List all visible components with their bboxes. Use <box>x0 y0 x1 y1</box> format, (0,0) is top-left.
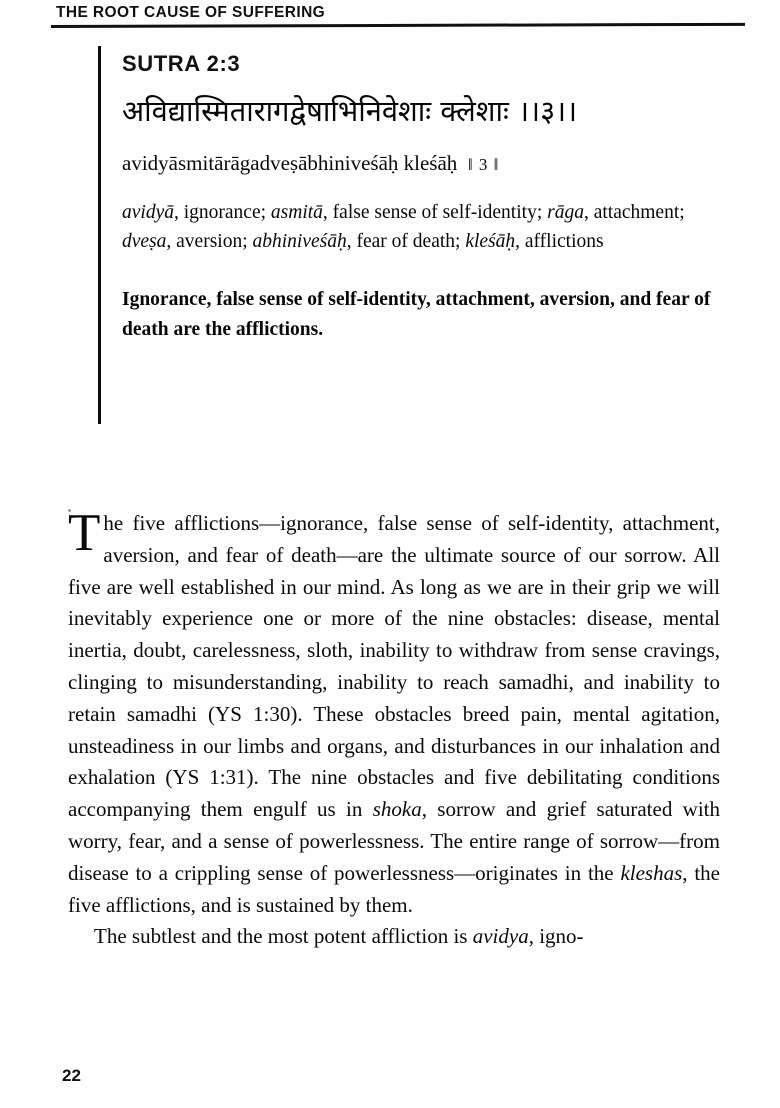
header-divider-rule <box>51 23 745 28</box>
body-text-column <box>68 504 720 953</box>
sutra-label: SUTRA 2:3 <box>122 51 241 76</box>
gloss-term: abhiniveśāḥ <box>252 231 347 253</box>
paragraph-1-italic-kleshas: kleshas <box>620 860 683 885</box>
sutra-translation: Ignorance, false sense of self-identity, attachment, aversion, and fear of death are the afflictions. <box>122 288 711 341</box>
gloss-term: dveṣa <box>122 231 167 253</box>
paragraph-2-italic-avidya: avidya <box>472 924 529 949</box>
gloss-meaning: , aversion; <box>166 231 253 253</box>
paragraph-1-italic-shoka: shoka <box>372 797 422 822</box>
sutra-vertical-rule <box>98 46 101 424</box>
sutra-block <box>98 44 748 345</box>
gloss-term: rāga <box>547 201 584 223</box>
body-paragraph-2 <box>68 921 720 953</box>
paragraph-2-part-2: , igno- <box>528 924 584 949</box>
gloss-meaning: , fear of death; <box>346 231 466 253</box>
paragraph-2-part-1: The subtlest and the most potent affliction is <box>94 924 473 949</box>
paragraph-1-part-1: he five afflictions—ignorance, false sense of self-identity, attachment, aversion, and fear of death—are the ultimate source of our sorrow. All five are well established in our mind. As long as we are in their grip we will inevitably experience one or more of the nine obstacles: disease, mental inertia, doubt, carelessness, sloth, inability to withdraw from sense cravings, clinging to misunderstanding, inability to reach samadhi, and inability to retain samadhi (YS 1:30). These obstacles breed pain, mental agitation, unsteadiness in our limbs and organs, and disturbances in our inhalation and exhalation (YS 1:31). The nine obstacles and five debilitating conditions accompanying them engulf us in <box>68 511 720 822</box>
page-number: 22 <box>62 1066 81 1085</box>
gloss-meaning: , false sense of self-identity; <box>322 201 548 223</box>
gloss-meaning: , attachment; <box>583 201 685 223</box>
paragraph-1-part-2: , sorrow and grief saturated with worry, fear, and a sense of powerlessness. The entire range of sorrow—from disease to a crippling sense of powerlessness—originates in the <box>68 797 720 885</box>
gloss-meaning: , ignorance; <box>173 201 271 223</box>
paragraph-1-part-3: , the five afflictions, and is sustained by them. <box>68 860 720 917</box>
gloss-term: avidyā <box>122 201 174 223</box>
verse-number-marks: ‖ 3 ‖ <box>467 155 500 175</box>
transliteration-text: avidyāsmitārāgadveṣābhiniveśāḥ kleśāḥ <box>122 151 458 176</box>
sutra-word-glosses <box>122 198 722 257</box>
sutra-transliteration <box>122 150 748 177</box>
drop-cap-letter: T <box>68 504 101 562</box>
gloss-term: kleśāḥ <box>465 231 516 253</box>
gloss-term: asmitā <box>270 201 323 223</box>
sutra-devanagari-verse: अविद्यास्मितारागद्वेषाभिनिवेशाः क्लेशाः ।।३।। <box>122 94 578 129</box>
running-header-title: THE ROOT CAUSE OF SUFFERING <box>56 4 326 21</box>
body-paragraph-1 <box>68 504 720 921</box>
gloss-meaning: , afflictions <box>515 231 604 253</box>
